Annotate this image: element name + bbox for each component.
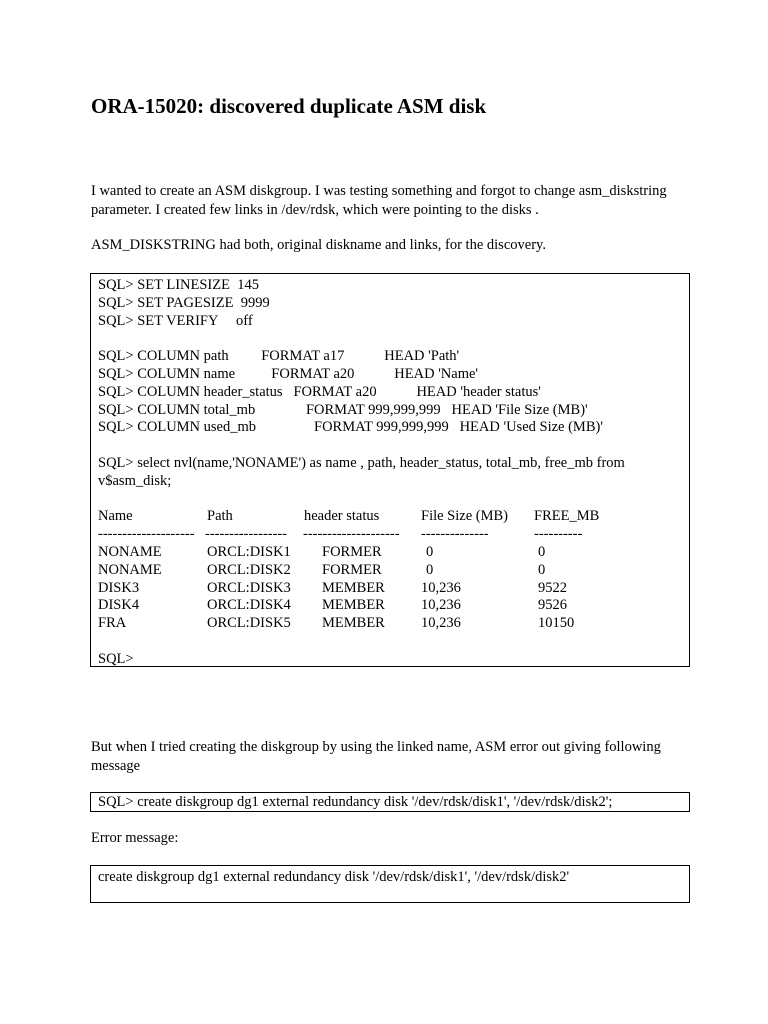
cell-free-mb: 10150	[538, 615, 575, 632]
cell-file-size: 10,236	[421, 597, 461, 614]
error-message-block	[90, 865, 690, 903]
cell-free-mb: 9522	[538, 579, 567, 596]
cell-name: FRA	[98, 615, 127, 632]
cell-name: DISK3	[98, 579, 140, 596]
code-line: SQL> create diskgroup dg1 external redundancy disk '/dev/rdsk/disk1', '/dev/rdsk/disk2';	[98, 794, 613, 810]
asm-diskstring-paragraph: ASM_DISKSTRING had both, original diskname and links, for the discovery.	[91, 237, 546, 253]
cell-header-status: MEMBER	[322, 615, 385, 632]
code-line: SQL> SET LINESIZE 145	[98, 277, 259, 293]
sql-code-block	[90, 273, 690, 667]
cell-file-size: 0	[426, 561, 434, 578]
cell-path: ORCL:DISK1	[207, 543, 291, 560]
cell-header-status: MEMBER	[322, 579, 385, 596]
code-line: SQL> COLUMN total_mb FORMAT 999,999,999 HEAD 'File Size (MB)'	[98, 401, 588, 418]
cell-file-size: 10,236	[421, 579, 461, 596]
cell-path: ORCL:DISK2	[207, 561, 291, 578]
cell-header-status: FORMER	[322, 561, 382, 578]
code-line: SQL> SET PAGESIZE 9999	[98, 294, 270, 311]
result-header-cell: File Size (MB)	[421, 508, 508, 525]
result-header-cell: Path	[207, 508, 233, 525]
result-dash-cell: --------------	[421, 526, 489, 543]
error-label: Error message:	[91, 830, 179, 846]
code-line: SQL> COLUMN header_status FORMAT a20 HEAD 'header status'	[98, 383, 541, 400]
result-dash-row	[98, 526, 682, 544]
cell-free-mb: 9526	[538, 597, 567, 614]
sql-create-block	[90, 792, 690, 812]
code-line: SQL> COLUMN used_mb FORMAT 999,999,999 HEAD 'Used Size (MB)'	[98, 419, 603, 436]
page-title: ORA-15020: discovered duplicate ASM disk	[91, 94, 487, 118]
result-table	[98, 508, 682, 633]
cell-path: ORCL:DISK3	[207, 579, 291, 596]
table-row	[98, 544, 682, 562]
cell-path: ORCL:DISK5	[207, 615, 291, 632]
code-line: SQL> COLUMN name FORMAT a20 HEAD 'Name'	[98, 365, 479, 382]
blank-line	[98, 330, 682, 348]
cell-file-size: 10,236	[421, 615, 461, 632]
result-dash-cell: ----------	[534, 526, 583, 543]
sql-prompt: SQL>	[98, 650, 134, 667]
code-line: SQL> SET VERIFY off	[98, 312, 253, 329]
cell-name: NONAME	[98, 543, 162, 560]
blank-line	[98, 437, 682, 455]
error-message-line: create diskgroup dg1 external redundancy disk '/dev/rdsk/disk1', '/dev/rdsk/disk2'	[98, 869, 570, 885]
cell-file-size: 0	[426, 543, 434, 560]
table-row	[98, 597, 682, 615]
result-header-cell: header status	[304, 508, 380, 525]
cell-header-status: MEMBER	[322, 597, 385, 614]
code-line-query: SQL> select nvl(name,'NONAME') as name , path, header_status, total_mb, free_mb from v$asm_disk;	[98, 454, 625, 489]
result-header-cell: FREE_MB	[534, 508, 600, 525]
result-dash-cell: --------------------	[303, 526, 400, 543]
table-row	[98, 580, 682, 598]
cell-path: ORCL:DISK4	[207, 597, 291, 614]
cell-name: DISK4	[98, 597, 140, 614]
diskgroup-paragraph: But when I tried creating the diskgroup by using the linked name, ASM error out giving following message	[91, 739, 661, 774]
table-row	[98, 615, 682, 633]
cell-header-status: FORMER	[322, 543, 382, 560]
table-row	[98, 562, 682, 580]
intro-paragraph: I wanted to create an ASM diskgroup. I was testing something and forgot to change asm_diskstring parameter. I created few links in /dev/rdsk, which were pointing to the disks .	[91, 183, 667, 218]
blank-line	[98, 633, 682, 651]
result-dash-cell: -----------------	[205, 526, 288, 543]
result-header-cell: Name	[98, 508, 133, 525]
result-header-row	[98, 508, 682, 526]
cell-free-mb: 0	[538, 543, 546, 560]
cell-name: NONAME	[98, 561, 162, 578]
code-line: SQL> COLUMN path FORMAT a17 HEAD 'Path'	[98, 348, 460, 365]
cell-free-mb: 0	[538, 561, 546, 578]
blank-line	[98, 491, 682, 509]
result-dash-cell: --------------------	[98, 526, 195, 543]
